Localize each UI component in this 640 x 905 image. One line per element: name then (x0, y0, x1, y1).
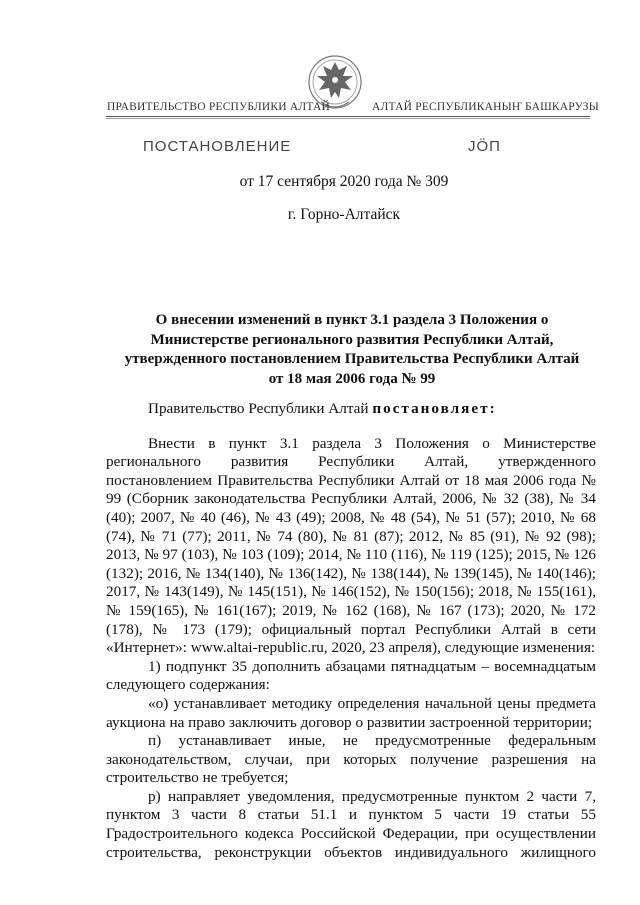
paragraph: 1) подпункт 35 дополнить абзацами пятнадцатым – восемнадцатым следующего содержания: (106, 657, 596, 694)
document-city: г. Горно-Алтайск (287, 206, 401, 223)
paragraph: Внести в пункт 3.1 раздела 3 Положения о Министерстве регионального развития Республики Алтай, утвержденного постановлением Правительства Республики Алтай от 18 мая 2006 года № 99 (Сборник законодательства Республики Алтай, 2006, № 32 (38), № 34 (40); 2007, № 40 (46), № 43 (49); 2008, № 48 (54), № 51 (57); 2010, № 68 (74), № 71 (77); 2011, № 74 (80), № 81 (87); 2012, № 85 (91), № 92 (98); 2013, № 97 (103), № 103 (109); 2014, № 110 (116), № 119 (125); 2015, № 126 (132); 2016, № 134(140), № 136(142), № 138(144), № 139(145), № 140(146); 2017, № 143(149), № 145(151), № 146(152), № 150(156); 2018, № 155(161), № 159(165), № 161(167); 2019, № 162 (168), № 167 (173); 2020, № 172 (178), № 173 (179); официальный портал Республики Алтай в сети «Интернет»: www.altai-republic.ru, 2020, 23 апреля), следующие изменения: (106, 434, 596, 657)
paragraph: п) устанавливает иные, не предусмотренные федеральным законодательством, случаи, при которых получение разрешения на строительство не требуется; (106, 732, 596, 787)
document-body (106, 400, 596, 862)
preamble (106, 400, 596, 419)
document-type-russian: ПОСТАНОВЛЕНИЕ (143, 138, 292, 155)
header-divider-thin (106, 118, 590, 119)
government-name-russian: ПРАВИТЕЛЬСТВО РЕСПУБЛИКИ АЛТАЙ (107, 101, 331, 113)
title-line: от 18 мая 2006 года № 99 (268, 370, 436, 387)
paragraph: «о) устанавливает методику определения начальной цены предмета аукциона на право заключить договор о развитии застроенной территории; (106, 694, 596, 731)
document-title (110, 311, 594, 389)
government-name-altai: АЛТАЙ РЕСПУБЛИКАНЫҤ БАШКАРУЗЫ (372, 101, 599, 113)
document-date-number: от 17 сентября 2020 года № 309 (239, 173, 449, 190)
header-divider (106, 116, 590, 117)
preamble-emphasis: постановляет: (372, 400, 497, 417)
title-line: Министерстве регионального развития Республики Алтай, (150, 331, 554, 348)
preamble-text: Правительство Республики Алтай (148, 400, 369, 417)
paragraph: р) направляет уведомления, предусмотренные пунктом 2 части 7, пунктом 3 части 8 статьи 51.1 и пунктом 5 части 19 статьи 55 Градостроительного кодекса Российской Федерации, при осуществлении строительства, реконструкции объектов индивидуального жилищного (106, 787, 596, 861)
document-type-altai: ЈӦП (468, 138, 501, 155)
title-line: О внесении изменений в пункт 3.1 раздела 3 Положения о (155, 312, 549, 328)
title-line: утвержденного постановлением Правительства Республики Алтай (124, 351, 580, 367)
